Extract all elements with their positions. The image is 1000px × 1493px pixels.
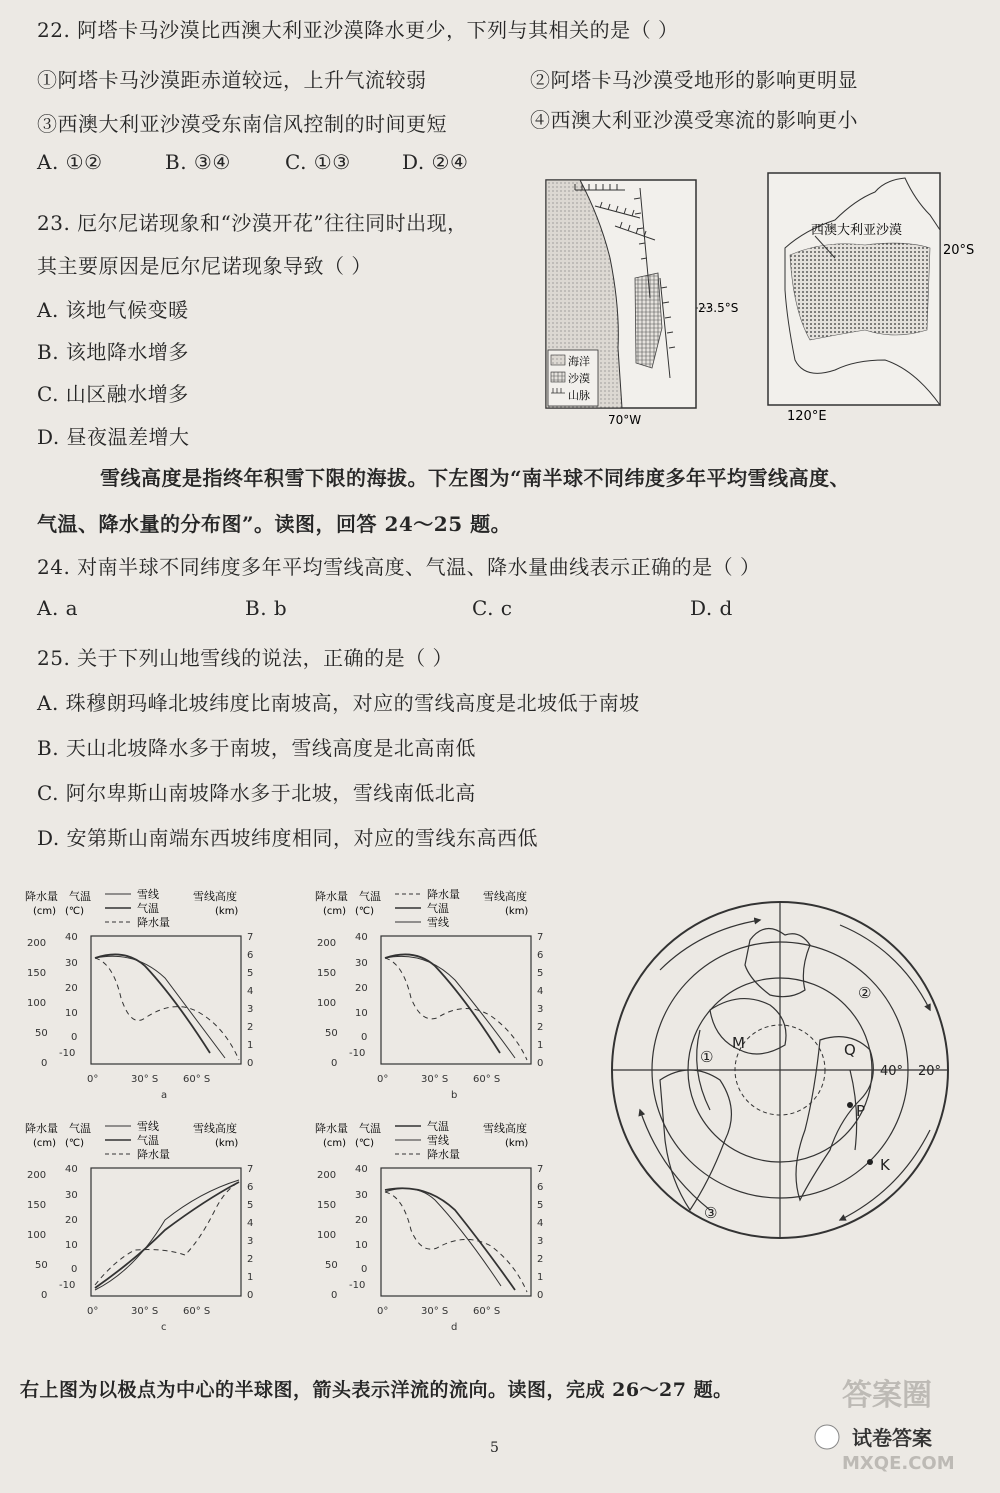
svg-text:60° S: 60° S: [183, 1074, 211, 1085]
svg-text:3: 3: [247, 1004, 254, 1015]
svg-text:10: 10: [355, 1240, 368, 1251]
intro-24-line1: 雪线高度是指终年积雪下限的海拔。下左图为“南半球不同纬度多年平均雪线高度、: [100, 466, 851, 490]
chart-panel-b: [315, 888, 585, 1103]
legend-1: 雪线: [137, 888, 159, 901]
svg-text:c: c: [161, 1322, 167, 1333]
svg-text:d: d: [451, 1322, 458, 1333]
q22-choice-b: B. ③④: [165, 150, 231, 174]
svg-text:(℃): (℃): [355, 1138, 375, 1149]
svg-text:200: 200: [27, 1170, 47, 1181]
svg-text:3: 3: [247, 1236, 254, 1247]
svg-text:-10: -10: [349, 1048, 366, 1059]
svg-text:0°: 0°: [377, 1306, 389, 1317]
svg-text:(cm): (cm): [323, 1138, 347, 1149]
svg-text:1: 1: [247, 1272, 254, 1283]
svg-text:6: 6: [247, 1182, 254, 1193]
svg-text:6: 6: [537, 1182, 544, 1193]
svg-text:100: 100: [317, 1230, 337, 1241]
svg-text:0: 0: [41, 1058, 48, 1069]
svg-text:雪线: 雪线: [137, 1120, 159, 1133]
svg-text:降水量: 降水量: [137, 1148, 170, 1161]
svg-text:4: 4: [247, 986, 254, 997]
q22-choice-a: A. ①②: [37, 150, 103, 174]
map-left-longitude: 70°W: [608, 413, 642, 427]
map-right-longitude: 120°E: [787, 409, 827, 424]
svg-text:1: 1: [247, 1040, 254, 1051]
svg-text:60° S: 60° S: [183, 1306, 211, 1317]
svg-text:0°: 0°: [87, 1306, 99, 1317]
svg-text:30° S: 30° S: [131, 1306, 159, 1317]
svg-text:0: 0: [71, 1032, 78, 1043]
svg-text:0: 0: [537, 1058, 544, 1069]
q24-choice-d: D. d: [690, 596, 733, 620]
svg-text:降水量: 降水量: [25, 1122, 58, 1135]
svg-text:雪线高度: 雪线高度: [483, 1122, 527, 1135]
q22-option-3: ③西澳大利亚沙漠受东南信风控制的时间更短: [37, 112, 447, 136]
label-20deg: 20°: [918, 1064, 942, 1079]
atacama-map: [540, 178, 740, 428]
chart-panel-a: [25, 888, 295, 1103]
svg-text:6: 6: [537, 950, 544, 961]
intro-26: 右上图为以极点为中心的半球图，箭头表示洋流的流向。读图，完成 26～27 题。: [20, 1379, 733, 1401]
svg-text:2: 2: [247, 1022, 254, 1033]
svg-text:雪线: 雪线: [427, 916, 449, 929]
chart-panel-c: [25, 1120, 295, 1335]
desert-label: 西澳大利亚沙漠: [811, 223, 903, 238]
q24-choice-b: B. b: [245, 596, 288, 620]
label-current-3: ③: [704, 1204, 718, 1222]
svg-text:30: 30: [65, 1190, 78, 1201]
svg-text:200: 200: [27, 938, 47, 949]
svg-text:50: 50: [325, 1260, 338, 1271]
svg-text:150: 150: [27, 968, 47, 979]
polar-hemisphere-map: [600, 880, 990, 1260]
q24-choice-a: A. a: [37, 596, 79, 620]
svg-text:20: 20: [65, 983, 78, 994]
svg-text:30° S: 30° S: [131, 1074, 159, 1085]
q22-choice-c: C. ①③: [285, 150, 351, 174]
ylabel-snow: 雪线高度: [193, 890, 237, 903]
svg-text:20: 20: [65, 1215, 78, 1226]
legend-2: 气温: [137, 902, 159, 915]
west-australia-map: [765, 170, 990, 425]
label-M: M: [732, 1034, 745, 1052]
q25-choice-c: C. 阿尔卑斯山南坡降水多于北坡，雪线南低北高: [37, 781, 476, 805]
svg-text:气温: 气温: [359, 890, 381, 903]
svg-text:60° S: 60° S: [473, 1306, 501, 1317]
svg-text:气温: 气温: [359, 1122, 381, 1135]
label-Q: Q: [844, 1041, 856, 1059]
ylabel-temp: 气温: [69, 890, 91, 903]
svg-text:-10: -10: [59, 1048, 76, 1059]
svg-text:6: 6: [247, 950, 254, 961]
unit-temp: (℃): [65, 906, 85, 917]
svg-text:2: 2: [247, 1254, 254, 1265]
svg-text:(km): (km): [215, 1138, 239, 1149]
svg-text:7: 7: [247, 1164, 254, 1175]
svg-text:0: 0: [331, 1290, 338, 1301]
legend-3: 降水量: [137, 916, 170, 929]
svg-text:10: 10: [65, 1240, 78, 1251]
svg-text:60° S: 60° S: [473, 1074, 501, 1085]
svg-text:100: 100: [27, 998, 47, 1009]
svg-text:4: 4: [537, 986, 544, 997]
svg-text:气温: 气温: [427, 1120, 449, 1133]
intro-24-line2: 气温、降水量的分布图”。读图，回答 24～25 题。: [37, 512, 512, 536]
svg-text:气温: 气温: [69, 1122, 91, 1135]
q22-option-4: ④西澳大利亚沙漠受寒流的影响更小: [530, 108, 858, 132]
svg-text:雪线高度: 雪线高度: [193, 1122, 237, 1135]
svg-text:150: 150: [27, 1200, 47, 1211]
svg-text:0: 0: [361, 1032, 368, 1043]
label-P: P: [856, 1102, 866, 1120]
svg-text:200: 200: [317, 938, 337, 949]
q22-choice-d: D. ②④: [402, 150, 469, 174]
svg-text:降水量: 降水量: [427, 1148, 460, 1161]
legend-mountain: 山脉: [568, 389, 590, 402]
q24-choice-c: C. c: [472, 596, 513, 620]
svg-text:b: b: [451, 1090, 458, 1101]
svg-text:2: 2: [537, 1022, 544, 1033]
legend-desert: 沙漠: [568, 372, 590, 385]
svg-text:(km): (km): [505, 906, 529, 917]
q25-stem: 25. 关于下列山地雪线的说法，正确的是（ ）: [37, 646, 454, 670]
svg-text:40: 40: [355, 1164, 368, 1175]
svg-text:30° S: 30° S: [421, 1074, 449, 1085]
ylabel-precip: 降水量: [25, 890, 58, 903]
svg-text:3: 3: [537, 1236, 544, 1247]
unit-snow: (km): [215, 906, 239, 917]
svg-text:气温: 气温: [427, 902, 449, 915]
svg-text:40: 40: [65, 1164, 78, 1175]
watermark-line1: 试卷答案: [852, 1426, 932, 1450]
svg-text:(℃): (℃): [65, 1138, 85, 1149]
svg-text:2: 2: [537, 1254, 544, 1265]
svg-text:降水量: 降水量: [315, 1122, 348, 1135]
svg-text:雪线: 雪线: [427, 1134, 449, 1147]
svg-text:0°: 0°: [377, 1074, 389, 1085]
q23-choice-b: B. 该地降水增多: [37, 340, 189, 364]
svg-text:5: 5: [247, 1200, 254, 1211]
svg-text:50: 50: [325, 1028, 338, 1039]
svg-text:30° S: 30° S: [421, 1306, 449, 1317]
svg-text:(km): (km): [505, 1138, 529, 1149]
q25-choice-b: B. 天山北坡降水多于南坡，雪线高度是北高南低: [37, 736, 476, 760]
svg-text:0: 0: [41, 1290, 48, 1301]
svg-text:40: 40: [65, 932, 78, 943]
svg-text:7: 7: [537, 932, 544, 943]
svg-text:0: 0: [331, 1058, 338, 1069]
svg-text:100: 100: [27, 1230, 47, 1241]
panel-label: a: [161, 1090, 168, 1101]
svg-text:(℃): (℃): [355, 906, 375, 917]
svg-text:降水量: 降水量: [315, 890, 348, 903]
watermark-line2: MXQE.COM: [842, 1453, 955, 1474]
svg-text:0: 0: [71, 1264, 78, 1275]
svg-text:(cm): (cm): [33, 1138, 57, 1149]
svg-text:7: 7: [537, 1164, 544, 1175]
q24-stem: 24. 对南半球不同纬度多年平均雪线高度、气温、降水量曲线表示正确的是（ ）: [37, 555, 761, 579]
svg-text:(cm): (cm): [323, 906, 347, 917]
svg-text:5: 5: [537, 968, 544, 979]
svg-text:150: 150: [317, 968, 337, 979]
svg-text:5: 5: [537, 1200, 544, 1211]
svg-text:200: 200: [317, 1170, 337, 1181]
svg-text:雪线高度: 雪线高度: [483, 890, 527, 903]
svg-text:7: 7: [247, 932, 254, 943]
q22-stem: 22. 阿塔卡马沙漠比西澳大利亚沙漠降水更少，下列与其相关的是（ ）: [37, 18, 679, 42]
svg-text:30: 30: [355, 958, 368, 969]
watermark-logo: 答案圈: [842, 1378, 932, 1413]
svg-text:气温: 气温: [137, 1134, 159, 1147]
chart-panel-d: [315, 1120, 585, 1335]
svg-text:150: 150: [317, 1200, 337, 1211]
q25-choice-a: A. 珠穆朗玛峰北坡纬度比南坡高，对应的雪线高度是北坡低于南坡: [37, 691, 640, 715]
svg-text:降水量: 降水量: [427, 888, 460, 901]
svg-text:20: 20: [355, 983, 368, 994]
svg-text:10: 10: [355, 1008, 368, 1019]
svg-text:1: 1: [537, 1040, 544, 1051]
svg-text:20: 20: [355, 1215, 368, 1226]
label-current-1: ①: [700, 1048, 714, 1066]
svg-text:0: 0: [247, 1058, 254, 1069]
q23-choice-c: C. 山区融水增多: [37, 382, 189, 406]
svg-text:100: 100: [317, 998, 337, 1009]
q22-option-2: ②阿塔卡马沙漠受地形的影响更明显: [530, 68, 858, 92]
q25-choice-d: D. 安第斯山南端东西坡纬度相同，对应的雪线东高西低: [37, 826, 539, 850]
svg-text:10: 10: [65, 1008, 78, 1019]
svg-text:40: 40: [355, 932, 368, 943]
svg-text:4: 4: [247, 1218, 254, 1229]
legend-ocean: 海洋: [568, 355, 590, 368]
svg-text:5: 5: [247, 968, 254, 979]
svg-text:30: 30: [65, 958, 78, 969]
svg-text:-10: -10: [349, 1280, 366, 1291]
svg-text:3: 3: [537, 1004, 544, 1015]
svg-text:0: 0: [247, 1290, 254, 1301]
page-number: 5: [490, 1440, 499, 1456]
map-right-latitude: 20°S: [943, 243, 975, 258]
svg-text:50: 50: [35, 1260, 48, 1271]
q23-choice-a: A. 该地气候变暖: [37, 298, 189, 322]
svg-text:30: 30: [355, 1190, 368, 1201]
unit-precip: (cm): [33, 906, 57, 917]
q23-choice-d: D. 昼夜温差增大: [37, 425, 190, 449]
svg-text:-10: -10: [59, 1280, 76, 1291]
q22-option-1: ①阿塔卡马沙漠距赤道较远，上升气流较弱: [37, 68, 427, 92]
svg-text:0: 0: [361, 1264, 368, 1275]
svg-text:50: 50: [35, 1028, 48, 1039]
svg-text:0°: 0°: [87, 1074, 99, 1085]
svg-text:1: 1: [537, 1272, 544, 1283]
svg-text:4: 4: [537, 1218, 544, 1229]
label-current-2: ②: [858, 984, 872, 1002]
label-40deg: 40°: [880, 1064, 904, 1079]
q23-stem-line2: 其主要原因是厄尔尼诺现象导致（ ）: [37, 254, 372, 278]
svg-text:0: 0: [537, 1290, 544, 1301]
label-K: K: [880, 1156, 890, 1174]
map-left-latitude: 23.5°S: [698, 301, 739, 315]
watermark: [802, 1365, 982, 1475]
q23-stem-line1: 23. 厄尔尼诺现象和“沙漠开花”往往同时出现，: [37, 211, 468, 235]
